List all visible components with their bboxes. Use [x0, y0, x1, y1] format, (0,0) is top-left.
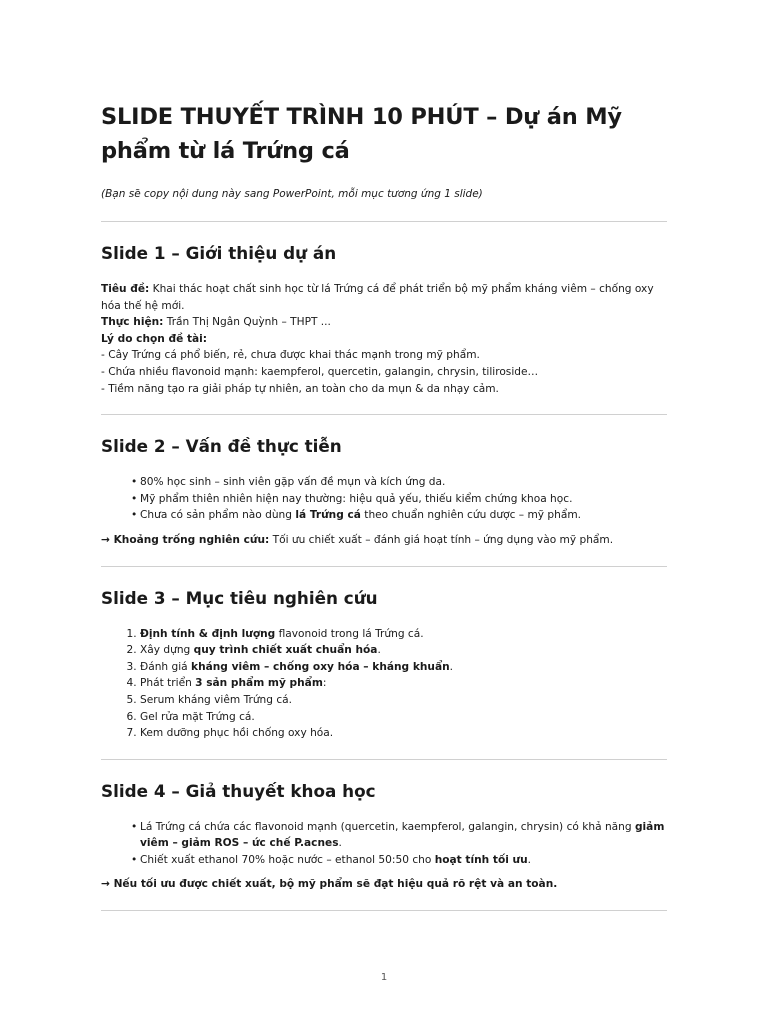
slide-1-section	[101, 241, 667, 415]
slide-1-heading: Slide 1 – Giới thiệu dự án	[101, 243, 337, 263]
divider	[101, 910, 667, 911]
slide-4-bullets	[101, 819, 667, 869]
author-text: Trần Thị Ngân Quỳnh – THPT ...	[163, 316, 331, 329]
list-item: • Chưa có sản phẩm nào dùng lá Trứng cá theo chuẩn nghiên cứu dược – mỹ phẩm.	[131, 507, 667, 524]
topic-text: Khai thác hoạt chất sinh học từ lá Trứng cá để phát triển bộ mỹ phẩm kháng viêm – chống oxy hóa thế hệ mới.	[101, 283, 654, 312]
slide-2-heading: Slide 2 – Vấn đề thực tiễn	[101, 436, 342, 457]
reason-label: Lý do chọn đề tài:	[101, 332, 208, 345]
divider	[101, 759, 667, 760]
list-item: 5. Serum kháng viêm Trứng cá.	[140, 692, 667, 709]
slide-1-body	[101, 281, 667, 397]
list-item: 6. Gel rửa mặt Trứng cá.	[140, 709, 667, 726]
list-item: 7. Kem dưỡng phục hồi chống oxy hóa.	[140, 725, 667, 742]
list-item: • Lá Trứng cá chứa các flavonoid mạnh (quercetin, kaempferol, galangin, chrysin) có khả năng giảm viêm – giảm ROS – ức chế P.acnes.	[131, 819, 667, 852]
page-number: 1	[380, 972, 388, 983]
slide-4-heading: Slide 4 – Giả thuyết khoa học	[101, 780, 376, 801]
research-gap-label: → Khoảng trống nghiên cứu:	[101, 533, 270, 546]
list-item: 1. Định tính & định lượng flavonoid trong lá Trứng cá.	[140, 626, 667, 643]
author-line	[101, 314, 667, 331]
instruction-note: (Bạn sẽ copy nội dung này sang PowerPoint, mỗi mục tương ứng 1 slide)	[101, 188, 483, 200]
list-item: • Mỹ phẩm thiên nhiên hiện nay thường: hiệu quả yếu, thiếu kiểm chứng khoa học.	[131, 491, 667, 508]
slide-3-section	[101, 586, 667, 760]
reason-item: - Chứa nhiều flavonoid mạnh: kaempferol, quercetin, galangin, chrysin, tiliroside…	[101, 365, 539, 378]
slide-4-section	[101, 779, 667, 911]
divider	[101, 414, 667, 415]
list-item: 4. Phát triển 3 sản phẩm mỹ phẩm:	[140, 675, 667, 692]
list-item: 3. Đánh giá kháng viêm – chống oxy hóa – kháng khuẩn.	[140, 659, 667, 676]
page-content	[101, 100, 667, 911]
research-gap	[101, 532, 667, 549]
reason-item: - Tiềm năng tạo ra giải pháp tự nhiên, an toàn cho da mụn & da nhạy cảm.	[101, 382, 499, 395]
slide-3-heading: Slide 3 – Mục tiêu nghiên cứu	[101, 587, 378, 608]
document-title: SLIDE THUYẾT TRÌNH 10 PHÚT – Dự án Mỹ phẩm từ lá Trứng cá	[101, 104, 622, 164]
objectives-list	[101, 626, 667, 742]
research-gap-text: Tối ưu chiết xuất – đánh giá hoạt tính – ứng dụng vào mỹ phẩm.	[269, 533, 614, 546]
divider	[101, 221, 667, 222]
list-item: 2. Xây dựng quy trình chiết xuất chuẩn hóa.	[140, 642, 667, 659]
reason-item: - Cây Trứng cá phổ biến, rẻ, chưa được khai thác mạnh trong mỹ phẩm.	[101, 349, 480, 362]
topic-line	[101, 281, 667, 314]
list-item: • Chiết xuất ethanol 70% hoặc nước – ethanol 50:50 cho hoạt tính tối ưu.	[131, 852, 667, 869]
list-item: • 80% học sinh – sinh viên gặp vấn đề mụn và kích ứng da.	[131, 474, 667, 491]
hypothesis-conclusion: → Nếu tối ưu được chiết xuất, bộ mỹ phẩm sẽ đạt hiệu quả rõ rệt và an toàn.	[101, 878, 558, 891]
topic-label: Tiêu đề:	[101, 283, 150, 295]
slide-2-section	[101, 434, 667, 566]
divider	[101, 566, 667, 567]
author-label: Thực hiện:	[101, 316, 164, 329]
slide-2-bullets	[101, 474, 667, 524]
